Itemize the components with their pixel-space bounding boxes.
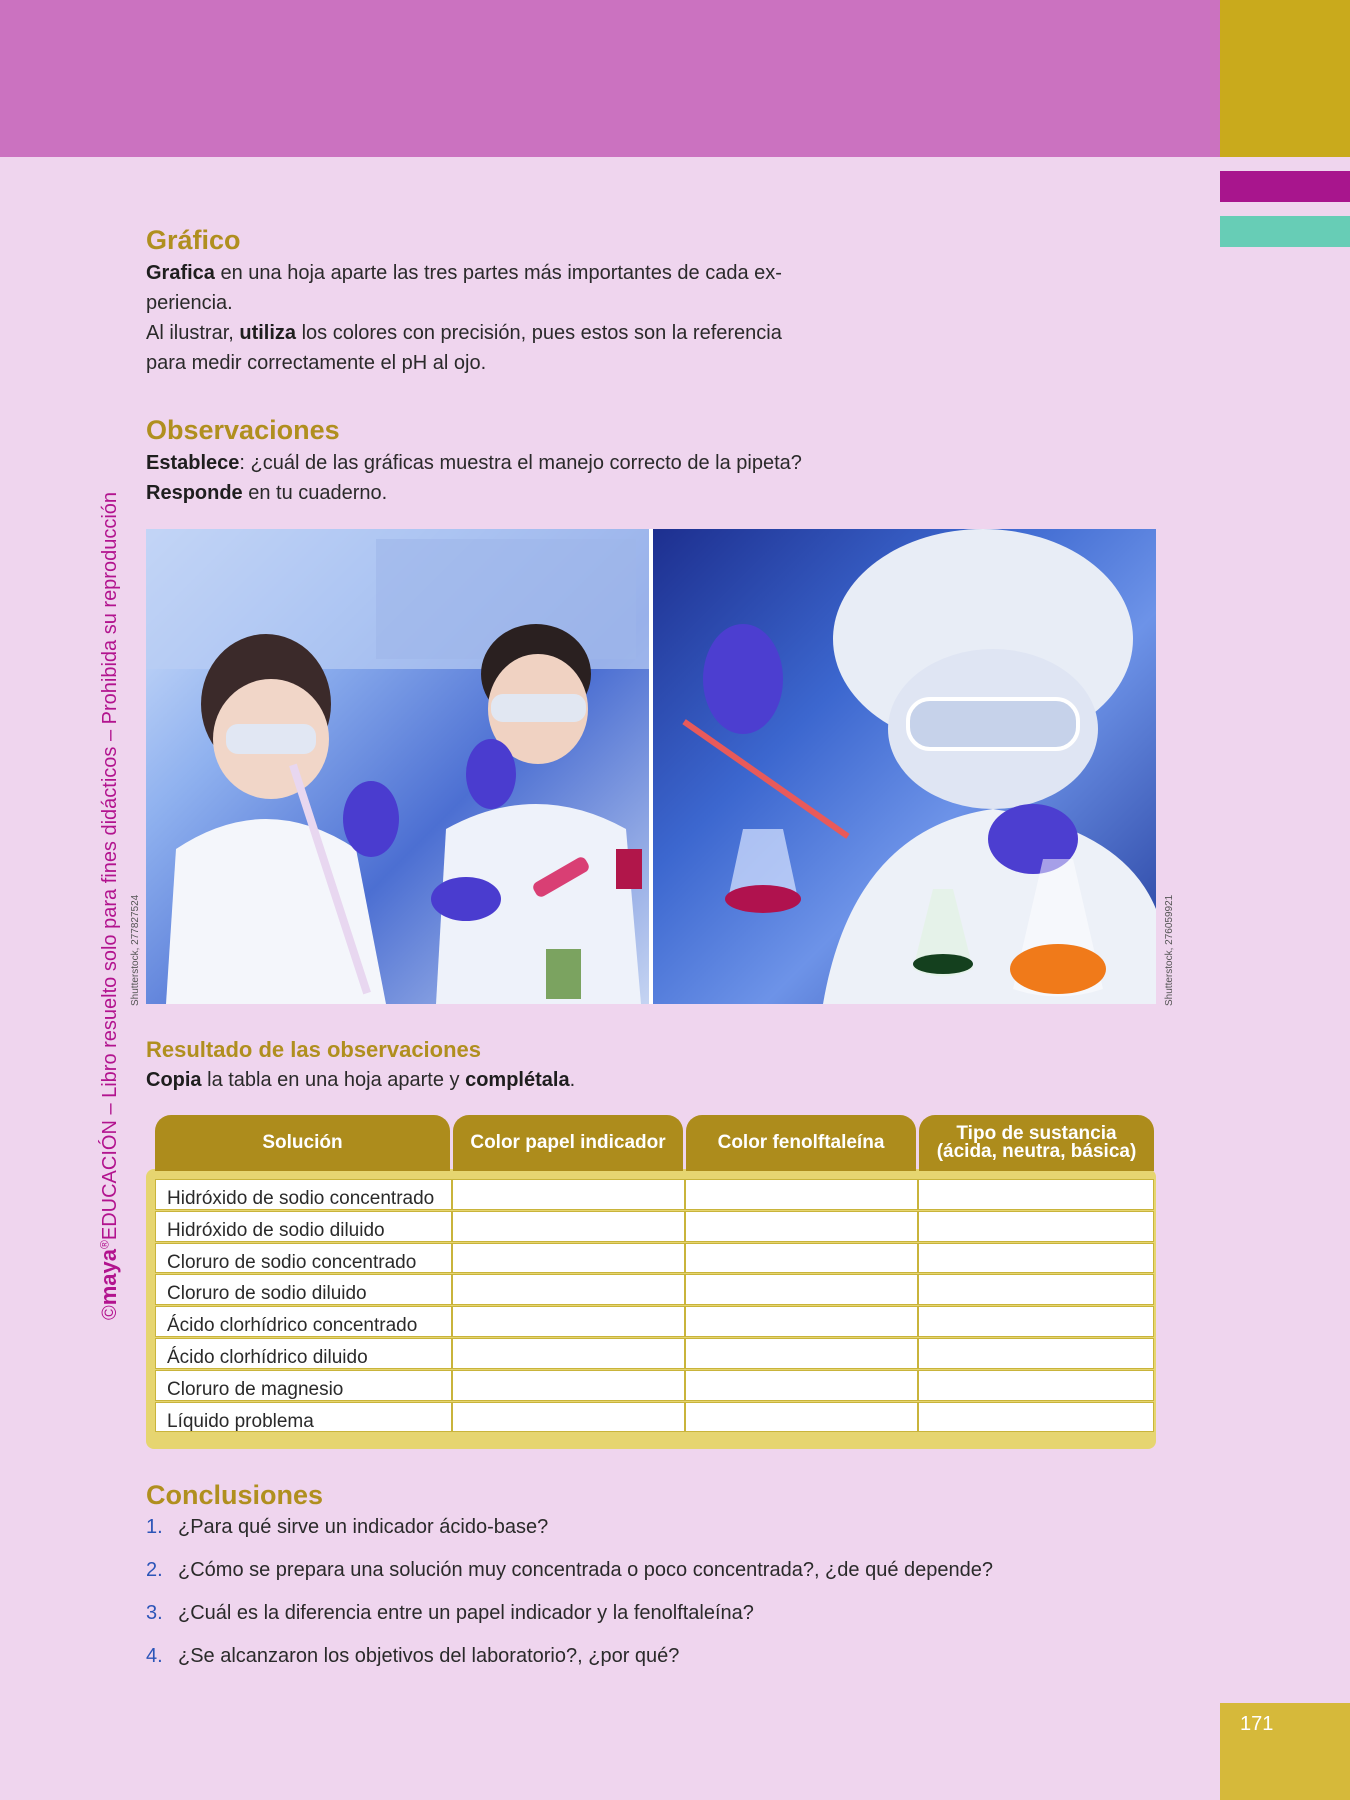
cell-color-fenolftaleina <box>685 1306 918 1337</box>
cell-solucion: Cloruro de sodio concentrado <box>155 1243 452 1274</box>
resultado-section <box>146 1037 1046 1095</box>
brand-logo-text: maya <box>96 1248 121 1306</box>
header-tipo-line-2: (ácida, neutra, básica) <box>936 1141 1137 1162</box>
item-text: ¿Para qué sirve un indicador ácido-base? <box>178 1516 549 1538</box>
observaciones-text-1: : ¿cuál de las gráficas muestra el manejo correcto de la pipeta? <box>239 452 802 474</box>
cell-tipo-sustancia <box>918 1243 1154 1274</box>
list-item <box>146 1601 1066 1644</box>
cell-color-papel <box>452 1338 685 1369</box>
side-copyright-notice <box>96 490 122 1320</box>
grafico-title: Gráfico <box>146 225 241 255</box>
header-color-fenolftaleina: Color fenolftaleína <box>686 1115 916 1171</box>
resultado-title: Resultado de las observaciones <box>146 1037 482 1062</box>
cell-color-papel <box>452 1306 685 1337</box>
resultado-period: . <box>569 1069 576 1091</box>
cell-solucion: Líquido problema <box>155 1402 452 1433</box>
corner-color-block <box>1220 0 1350 157</box>
cell-solucion: Ácido clorhídrico concentrado <box>155 1306 452 1337</box>
copyright-symbol: © <box>99 1305 121 1320</box>
cell-solucion: Ácido clorhídrico diluido <box>155 1338 452 1369</box>
conclusiones-list <box>146 1515 1066 1687</box>
page-number: 171 <box>1240 1713 1274 1735</box>
grafico-verb-2: utiliza <box>239 322 297 344</box>
header-solucion: Solución <box>155 1115 450 1171</box>
cell-color-fenolftaleina <box>685 1370 918 1401</box>
cell-solucion: Cloruro de sodio diluido <box>155 1274 452 1305</box>
grafico-text-2b: los colores con precisión, pues estos son la referencia <box>296 322 782 344</box>
cell-tipo-sustancia <box>918 1402 1154 1433</box>
table-row <box>155 1306 1154 1338</box>
cell-tipo-sustancia <box>918 1370 1154 1401</box>
observaciones-line-2 <box>146 478 1026 508</box>
copyright-text: EDUCACIÓN – Libro resuelto solo para fines didácticos – Prohibida su reproducción <box>99 491 121 1241</box>
resultado-text: la tabla en una hoja aparte y <box>201 1069 466 1091</box>
observaciones-text-2: en tu cuaderno. <box>242 482 388 504</box>
cell-tipo-sustancia <box>918 1211 1154 1242</box>
conclusiones-title: Conclusiones <box>146 1480 324 1510</box>
cell-tipo-sustancia <box>918 1306 1154 1337</box>
table-row <box>155 1370 1154 1402</box>
table-row <box>155 1402 1154 1434</box>
grafico-text-2c: para medir correctamente el pH al ojo. <box>146 352 487 374</box>
cell-color-fenolftaleina <box>685 1274 918 1305</box>
cell-color-papel <box>452 1370 685 1401</box>
cell-tipo-sustancia <box>918 1179 1154 1210</box>
header-color-papel: Color papel indicador <box>453 1115 683 1171</box>
conclusiones-section <box>146 1480 1066 1687</box>
table-rows <box>155 1179 1154 1433</box>
cell-color-papel <box>452 1243 685 1274</box>
observaciones-section <box>146 415 1026 508</box>
grafico-paragraph-2 <box>146 318 826 378</box>
header-tipo-sustancia <box>919 1115 1154 1171</box>
grafico-text-1b: periencia. <box>146 292 233 314</box>
table-row <box>155 1274 1154 1306</box>
cell-color-fenolftaleina <box>685 1179 918 1210</box>
top-header-band <box>0 0 1220 157</box>
cell-color-papel <box>452 1211 685 1242</box>
cell-solucion: Hidróxido de sodio diluido <box>155 1211 452 1242</box>
cell-color-papel <box>452 1274 685 1305</box>
header-tipo-line-1: Tipo de sustancia <box>956 1123 1117 1144</box>
lab-photo-protective-suit <box>653 529 1156 1004</box>
cell-solucion: Cloruro de magnesio <box>155 1370 452 1401</box>
cell-color-papel <box>452 1179 685 1210</box>
lab-photo-right-illustration <box>653 529 1156 1004</box>
grafico-section <box>146 225 826 378</box>
item-text: ¿Cómo se prepara una solución muy concentrada o poco concentrada?, ¿de qué depende? <box>178 1559 993 1581</box>
section-tab-teal <box>1220 216 1350 247</box>
item-number: 2. <box>146 1559 163 1581</box>
cell-color-papel <box>452 1402 685 1433</box>
results-table <box>146 1113 1156 1449</box>
table-row <box>155 1211 1154 1243</box>
table-row <box>155 1243 1154 1275</box>
cell-color-fenolftaleina <box>685 1338 918 1369</box>
resultado-verb-2: complétala <box>465 1069 570 1091</box>
observaciones-line-1 <box>146 448 1026 478</box>
cell-color-fenolftaleina <box>685 1402 918 1433</box>
item-text: ¿Cuál es la diferencia entre un papel indicador y la fenolftaleína? <box>178 1602 754 1624</box>
list-item <box>146 1558 1066 1601</box>
list-item <box>146 1515 1066 1558</box>
photo-credit-right: Shutterstock, 276059921 <box>1164 894 1175 1006</box>
observaciones-verb-1: Establece <box>146 452 240 474</box>
photo-credit-left: Shutterstock, 277827524 <box>130 894 141 1006</box>
grafico-paragraph-1 <box>146 258 826 318</box>
resultado-verb-1: Copia <box>146 1069 202 1091</box>
cell-tipo-sustancia <box>918 1274 1154 1305</box>
table-row <box>155 1338 1154 1370</box>
observaciones-verb-2: Responde <box>146 482 243 504</box>
registered-mark: ® <box>97 1240 112 1249</box>
grafico-verb: Grafica <box>146 262 215 284</box>
item-number: 1. <box>146 1516 163 1538</box>
lab-photo-pipette-pair <box>146 529 649 1004</box>
list-item <box>146 1644 1066 1687</box>
observaciones-title: Observaciones <box>146 415 340 445</box>
item-number: 3. <box>146 1602 163 1624</box>
cell-color-fenolftaleina <box>685 1243 918 1274</box>
lab-photo-left-illustration <box>146 529 649 1004</box>
lab-photos <box>146 529 1156 1004</box>
item-text: ¿Se alcanzaron los objetivos del laboratorio?, ¿por qué? <box>178 1645 680 1667</box>
grafico-text-1a: en una hoja aparte las tres partes más importantes de cada ex- <box>214 262 782 284</box>
section-tab-magenta <box>1220 171 1350 202</box>
resultado-instruction <box>146 1065 1046 1095</box>
item-number: 4. <box>146 1645 163 1667</box>
table-row <box>155 1179 1154 1211</box>
cell-tipo-sustancia <box>918 1338 1154 1369</box>
cell-solucion: Hidróxido de sodio concentrado <box>155 1179 452 1210</box>
cell-color-fenolftaleina <box>685 1211 918 1242</box>
grafico-text-2a: Al ilustrar, <box>146 322 240 344</box>
